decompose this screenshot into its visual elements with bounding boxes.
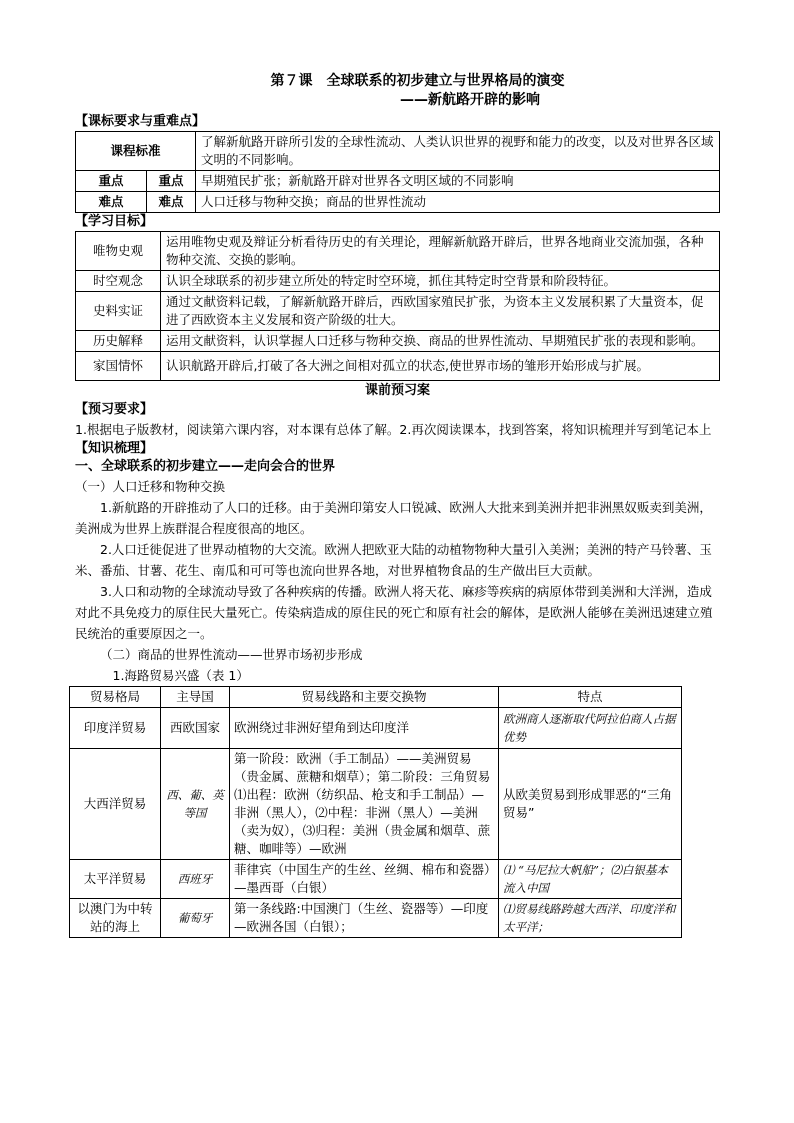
trade-routes: 第一条线路:中国澳门（生丝、瓷器等）—印度—欧洲各国（白银）； (230, 899, 499, 938)
trade-header: 贸易线路和主要交换物 (230, 687, 499, 708)
trade-pattern: 以澳门为中转站的海上 (70, 899, 161, 938)
trade-header: 贸易格局 (70, 687, 161, 708)
part-one-heading: 一、全球联系的初步建立——走向会合的世界 (75, 459, 336, 474)
trade-row (70, 749, 682, 860)
paragraph-1: 1.新航路的开辟推动了人口的迁移。由于美洲印第安人口锐减、欧洲人大批来到美洲并把非洲黑奴贩卖到美洲，美洲成为世界上族群混合程度很高的地区。 (75, 500, 712, 536)
objective-label: 时空观念 (76, 271, 161, 292)
subsection-two: （二）商品的世界性流动——世界市场初步形成 (100, 647, 363, 662)
trade-pattern: 印度洋贸易 (70, 708, 161, 749)
curriculum-table (75, 131, 720, 213)
trade-leader: 葡萄牙 (161, 899, 230, 938)
trade-leader: 西、葡、英等国 (161, 749, 230, 860)
subsection-one: （一）人口迁移和物种交换 (75, 479, 226, 494)
preview-requirements-heading: 【预习要求】 (75, 402, 154, 417)
lesson-subtitle: ——新航路开辟的影响 (400, 92, 540, 108)
objective-row (76, 292, 720, 331)
trade-leader: 西班牙 (161, 860, 230, 899)
subsection-three: 1.海路贸易兴盛（表 1） (112, 668, 249, 683)
trade-header: 主导国 (161, 687, 230, 708)
trade-pattern: 太平洋贸易 (70, 860, 161, 899)
trade-routes: 欧洲绕过非洲好望角到达印度洋 (230, 708, 499, 749)
curriculum-standard-label: 课程标准 (76, 132, 196, 171)
key-point-label: 重点 (147, 171, 196, 192)
trade-feature: ⑴贸易线路跨越大西洋、印度洋和太平洋； (499, 899, 682, 938)
paragraph-2: 2.人口迁徙促进了世界动植物的大交流。欧洲人把欧亚大陆的动植物物种大量引入美洲；美洲的特产马铃薯、玉米、番茄、甘薯、花生、南瓜和可可等也流向世界各地，对世界植物食品的生产做出巨大贡献。 (75, 542, 712, 578)
preview-requirements-text: 1.根据电子版教材，阅读第六课内容，对本课有总体了解。2.再次阅读课本，找到答案，将知识梳理并写到笔记本上 (75, 422, 712, 437)
paragraph-3: 3.人口和动物的全球流动导致了各种疾病的传播。欧洲人将天花、麻疹等疾病的病原体带到美洲和大洋洲，造成对此不具免疫力的原住民大量死亡。传染病造成的原住民的死亡和原有社会的解体，是欧洲人能够在美洲迅速建立殖民统治的重要原因之一。 (75, 584, 713, 641)
objective-text: 运用唯物史观及辩证分析看待历史的有关理论，理解新航路开辟后，世界各地商业交流加强，各种物种交流、交换的影响。 (161, 232, 720, 271)
curriculum-heading: 【课标要求与重难点】 (75, 114, 206, 129)
difficulty-outer-label: 难点 (76, 192, 147, 213)
trade-feature: ⑴ “马尼拉大帆船”；⑵白银基本流入中国 (499, 860, 682, 899)
objective-label: 历史解释 (76, 331, 161, 352)
preview-heading: 课前预习案 (364, 383, 430, 398)
objective-row (76, 352, 720, 381)
objective-row (76, 232, 720, 271)
difficulty-text: 人口迁移与物种交换；商品的世界性流动 (196, 192, 720, 213)
trade-row (70, 860, 682, 899)
objective-label: 史料实证 (76, 292, 161, 331)
objective-text: 通过文献资料记载，了解新航路开辟后，西欧国家殖民扩张，为资本主义发展积累了大量资本，促进了西欧资本主义发展和资产阶级的壮大。 (161, 292, 720, 331)
page (75, 72, 720, 938)
trade-table (69, 686, 682, 938)
key-point-outer-label: 重点 (76, 171, 147, 192)
trade-feature: 从欧美贸易到形成罪恶的“三角贸易” (499, 749, 682, 860)
objective-text: 运用文献资料，认识掌握人口迁移与物种交换、商品的世界性流动、早期殖民扩张的表现和影响。 (161, 331, 720, 352)
objective-row (76, 331, 720, 352)
knowledge-heading: 【知识梳理】 (75, 441, 154, 456)
trade-header: 特点 (499, 687, 682, 708)
objective-row (76, 271, 720, 292)
objectives-table (75, 231, 720, 381)
objective-text: 认识全球联系的初步建立所处的特定时空环境，抓住其特定时空背景和阶段特征。 (161, 271, 720, 292)
trade-feature: 欧洲商人逐渐取代阿拉伯商人占据优势 (499, 708, 682, 749)
curriculum-standard-text: 了解新航路开辟所引发的全球性流动、人类认识世界的视野和能力的改变，以及对世界各区域文明的不同影响。 (196, 132, 720, 171)
trade-routes: 第一阶段：欧洲（手工制品）——美洲贸易（贵金属、蔗糖和烟草）；第二阶段：三角贸易⑴出程：欧洲（纺织品、枪支和手工制品）—非洲（黑人），⑵中程：非洲（黑人）—美洲（卖为奴），⑶归程：美洲（贵金属和烟草、蔗糖、咖啡等）—欧洲 (230, 749, 499, 860)
trade-routes: 菲律宾（中国生产的生丝、丝绸、棉布和瓷器）—墨西哥（白银） (230, 860, 499, 899)
difficulty-label: 难点 (147, 192, 196, 213)
trade-row (70, 708, 682, 749)
objective-text: 认识航路开辟后,打破了各大洲之间相对孤立的状态,使世界市场的雏形开始形成与扩展。 (161, 352, 720, 381)
trade-leader: 西欧国家 (161, 708, 230, 749)
lesson-title: 第７课 全球联系的初步建立与世界格局的演变 (270, 73, 565, 89)
key-point-text: 早期殖民扩张；新航路开辟对世界各文明区域的不同影响 (196, 171, 720, 192)
trade-header-row (70, 687, 682, 708)
objective-label: 家国情怀 (76, 352, 161, 381)
objectives-heading: 【学习目标】 (75, 214, 154, 229)
trade-pattern: 大西洋贸易 (70, 749, 161, 860)
trade-row (70, 899, 682, 938)
objective-label: 唯物史观 (76, 232, 161, 271)
